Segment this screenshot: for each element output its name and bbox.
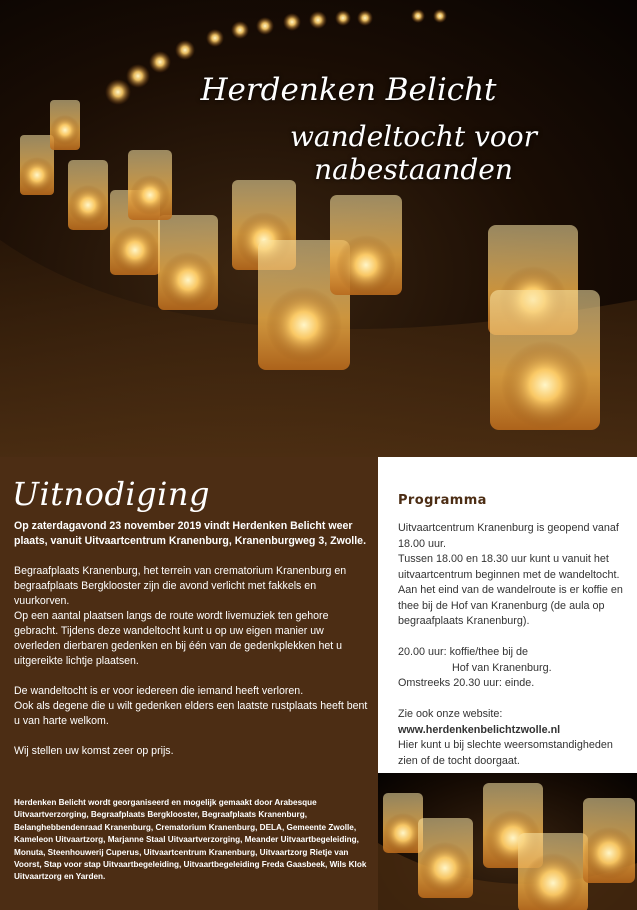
programma-intro: Uitvaartcentrum Kranenburg is geopend vanaf 18.00 uur. Tussen 18.00 en 18.30 uur kunt u vanuit het uitvaartcentrum beginnen met de wandeltocht. Aan het eind van de wandelroute is er koffie en thee bij de Hof van Kranenburg (de aula op begraafplaats Kranenburg). [398,522,623,627]
schedule-coffee: 20.00 uur: koffie/thee bij de [398,646,529,658]
website-note: Hier kunt u bij slechte weersomstandigheden zien of de tocht doorgaat. [398,739,613,767]
website-link[interactable]: www.herdenkenbelichtzwolle.nl [398,723,561,736]
invitation-body [14,519,370,774]
invitation-title: Uitnodiging [12,475,210,513]
hero-title-line1: Herdenken Belicht [200,72,497,108]
programma-body [398,521,634,769]
website-intro: Zie ook onze website: [398,708,503,720]
organizers-note: Herdenken Belicht wordt georganiseerd en mogelijk gemaakt door Arabesque Uitvaartverzorging, Begraafplaats Bergklooster, Begraafplaats Kranenburg, Belanghebbendenraad Kranenburg, Crematorium Kranenburg, DELA, Gemeente Zwolle, Kameleon Uitvaartzorg, Marjanne Staal Uitvaartverzorging, Meander Uitvaartbegeleiding, Monuta, Steenhouwerij Cuperus, Uitvaartcentrum Kranenburg, Uitvaartzorg Rietje van Voorst, Stap voor stap Uitvaartbegeleiding, Uitvaartbegeleiding Freda Gaasbeek, Wils Klok Uitvaartzorg en Yarden. [14,798,367,882]
right-candles [488,225,600,430]
programma-title: Programma [398,493,487,508]
invitation-paragraph: Op zaterdagavond 23 november 2019 vindt Herdenken Belicht weer plaats, vanuit Uitvaartcentrum Kranenburg, Kranenburgweg 3, Zwolle. [14,520,367,547]
candles-photo-small [378,773,637,910]
programma-website-block [398,707,634,769]
invitation-paragraph: Wij stellen uw komst zeer op prijs. [14,745,174,757]
programma-schedule [398,645,634,692]
invitation-panel [0,457,378,910]
programma-panel [378,457,637,773]
candles-illustration-small [378,773,637,910]
invitation-paragraph: De wandeltocht is er voor iedereen die iemand heeft verloren. Ook als degene die u wilt gedenken elders een laatste rustplaats heeft bent u van harte welkom. [14,685,368,727]
hero-title-line2: wandeltocht voor nabestaanden [289,120,538,186]
schedule-end: Omstreeks 20.30 uur: einde. [398,677,535,689]
schedule-coffee-place: Hof van Kranenburg. [452,661,552,674]
invitation-paragraph: Begraafplaats Kranenburg, het terrein van crematorium Kranenburg en begraafplaats Bergklooster zijn die avond verlicht met fakkels en vuurkorven. Op een aantal plaatsen langs de route wordt livemuziek ten gehore gebracht. Tijdens deze wandeltocht kunt u op uw eigen manier uw overleden dierbaren gedenken en bij één van de gedenkplekken het u uitgereikte lichtje plaatsen. [14,565,347,667]
